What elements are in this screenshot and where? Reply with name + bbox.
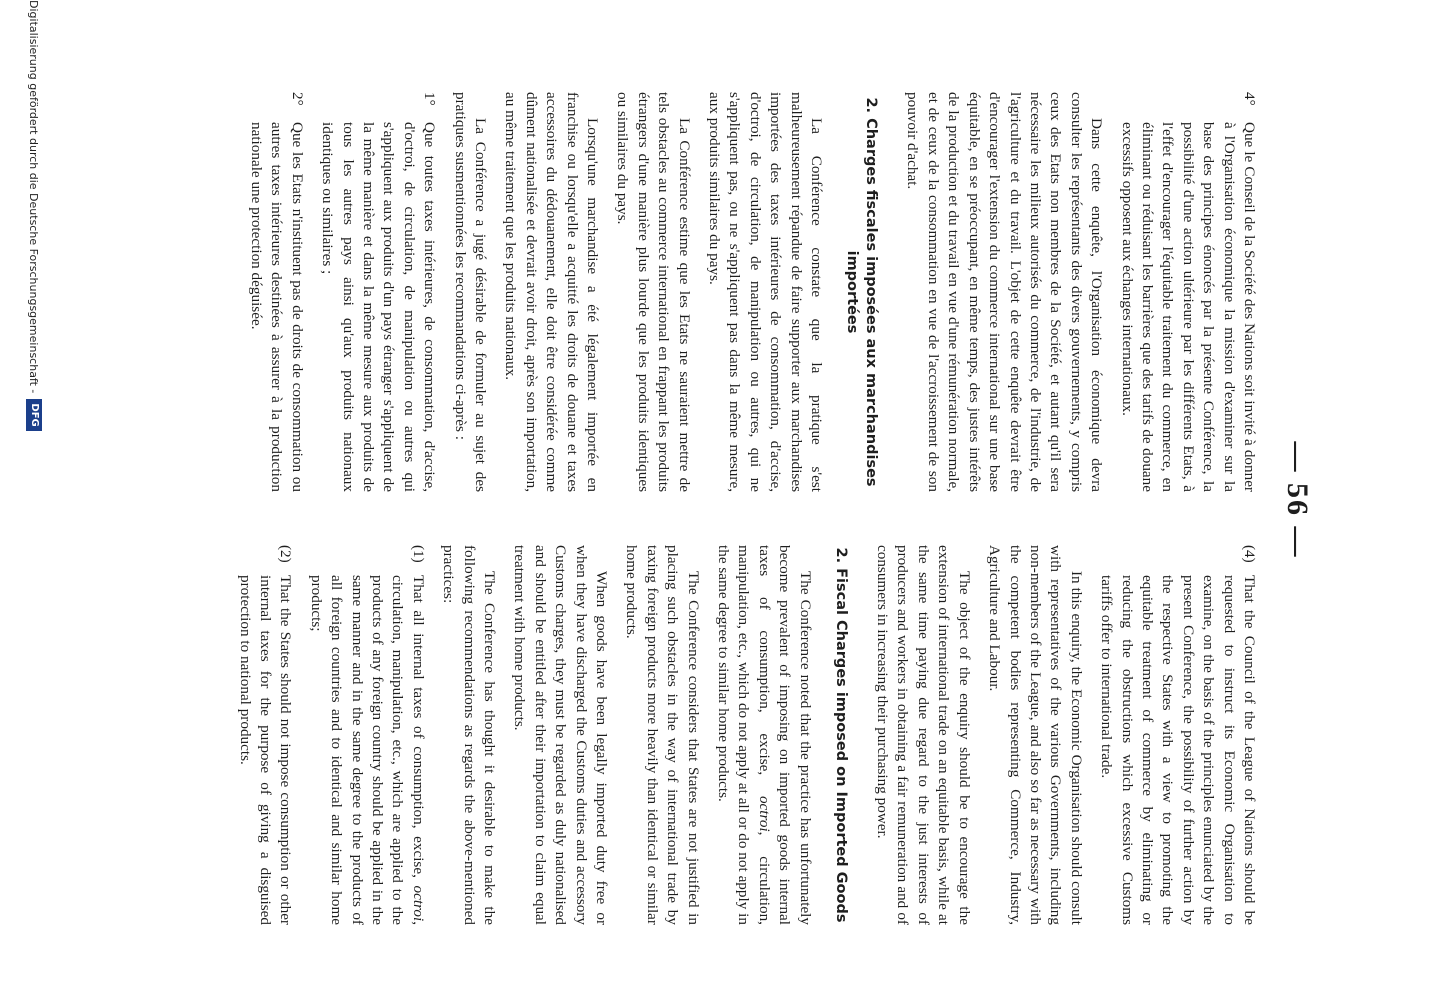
fr-paragraph-3: Lorsqu'une marchandise a été légalement importée en franchise ou lorsqu'elle a acquitté les droits de douane et taxes accessoires du dédouanement, elle doit être considérée comme dûment nationalisée et devrait avoir droit, après son importation, au même traitement que les produits nationaux.	[502, 92, 602, 492]
en-item-4	[1096, 545, 1259, 925]
en-item-4-text: That the Council of the League of Nations should be requested to instruct its Economic Organisation to examine, on the basis of the principles enunciated by the present Conference, the possibility of further action by the respective States with a view to promoting the equitable treatment of commerce by eliminating or reducing the obstructions which excessive Customs tariffs offer to international trade.	[1098, 575, 1258, 925]
fr-section-heading: 2. Charges fiscales imposées aux marchandises importées	[844, 97, 880, 487]
en-paragraph-enquiry: In this enquiry, the Economic Organisation should consult with representatives of the various Governments, including non-members of the League, and also so far as necessary with the competent bodies representing Commerce, Industry, Agriculture and Labour.	[986, 545, 1085, 925]
en-recommendation-2-text: That the States should not impose consumption or other internal taxes for the purpose of giving a disguised protection to national products.	[236, 575, 295, 925]
en-paragraph-3: When goods have been legally imported duty free or when they have discharged the Customs duties and accessory Customs charges, they must be regarded as duly nationalised and should be entitled after their importation to claim equal treatment with home products.	[511, 545, 611, 925]
en-paragraph-1-octroi: octroi	[755, 795, 773, 832]
en-recommendation-1-end: , circulation, manipulation, etc., which are applied to the products of any foreign country should be applied in the same manner and in the same degree to the products of all foreign countries and to identical and similar home products;	[307, 575, 427, 925]
en-recommendation-1	[305, 545, 427, 925]
fr-paragraph-1: La Conférence constate que la pratique s'est malheureusement répandue de faire supporter aux marchandises importées des taxes intérieures de consommation, d'accise, d'octroi, de circulation, de manipulation ou autres, qui ne s'appliquent pas, ou ne s'appliquent pas dans la même mesure, aux produits similaires du pays.	[706, 92, 826, 492]
en-paragraph-object: The object of the enquiry should be to encourage the extension of international trade on an equitable basis, while at the same time paying due regard to the just interests of producers and workers in obtaining a fair remuneration and of consumers in increasing their purchasing power.	[874, 545, 973, 925]
fr-recommendation-1	[317, 92, 439, 492]
en-recommendation-1-label: (1)	[409, 545, 427, 563]
english-column	[224, 545, 1259, 925]
fr-recommendation-2-text: Que les Etats n'instituent pas de droits de consommation ou autres taxes intérieures destinées à assurer à la production nationale une protection déguisée.	[247, 122, 306, 492]
fr-recommendation-2-label: 2°	[288, 92, 306, 106]
en-section-heading: 2. Fiscal Charges imposed on Imported Goods	[832, 547, 849, 923]
french-column	[236, 92, 1259, 492]
en-paragraph-4: The Conference has thought it desirable to make the following recommendations as regards the above-mentioned practices:	[440, 545, 498, 925]
en-item-4-label: (4)	[1241, 545, 1258, 563]
fr-recommendation-1-text: Que toutes taxes intérieures, de consommation, d'accise, d'octroi, de circulation, de manipulation ou autres qui s'appliquent aux produits d'un pays étranger s'appliquent de la même manière et dans la même mesure aux produits de tous les autres pays ainsi qu'aux produits nationaux identiques ou similaires ;	[319, 122, 439, 492]
en-paragraph-1-end: , circulation, manipulation, etc., which do not apply at all or do not apply in the same degree to similar home products.	[715, 545, 773, 925]
fr-recommendation-2	[246, 92, 307, 492]
fr-item-4-label: 4°	[1241, 92, 1258, 106]
fr-item-4	[1116, 92, 1259, 492]
en-recommendation-1-octroi: octroi	[409, 885, 427, 922]
page-number: — 56 —	[1281, 441, 1314, 559]
en-paragraph-1	[713, 545, 815, 925]
footer-credit: Digitalisierung gefördert durch die Deutsche Forschungsgemeinschaft -	[27, 0, 41, 394]
digitization-footer	[26, 0, 42, 1000]
fr-recommendation-1-label: 1°	[421, 92, 439, 106]
en-recommendation-1-start: That all internal taxes of consumption, excise,	[409, 575, 427, 886]
en-paragraph-2: The Conference considers that States are not justified in placing such obstacles in the way of international trade by taxing foreign products more heavily than identical or similar home products.	[623, 545, 702, 925]
dfg-logo: DFG	[26, 399, 42, 430]
en-recommendation-2	[234, 545, 295, 925]
en-paragraph-1-start: The Conference noted that the practice has unfortunately become prevalent of imposing on imported goods internal taxes of consumption, excise,	[755, 545, 814, 925]
fr-paragraph-4: La Conférence a jugé désirable de formuler au sujet des pratiques susmentionnées les recommandations ci-après :	[451, 92, 489, 492]
fr-item-4-text: Que le Conseil de la Société des Nations soit invité à donner à l'Organisation économique la mission d'examiner sur la base des principes énoncés par la présente Conférence, la possibilité d'une action ultérieure par les différents Etats, à l'effet d'encourager l'équitable traitement du commerce, en éliminant ou réduisant les barrières que des tarifs de douane excessifs opposent aux échanges internationaux.	[1118, 122, 1258, 492]
fr-paragraph-2: La Conférence estime que les Etats ne sauraient mettre de tels obstacles au commerce international en frappant les produits étrangers d'une manière plus lourde que les produits identiques ou similaires du pays.	[614, 92, 693, 492]
fr-paragraph-enquiry: Dans cette enquête, l'Organisation économique devra consulter les représentants des divers gouvernements, y compris ceux des Etats non membres de la Société, et autant qu'il sera nécessaire les milieux autorisés du commerce, de l'industrie, de l'agriculture et du travail. L'objet de cette enquête devrait être d'encourager l'extension du commerce international sur une base équitable, en se préoccupant, en même temps, des justes intérêts de la production et du travail en vue d'une rémunération normale, et de ceux de la consommation en vue de l'accroissement de son pouvoir d'achat.	[904, 92, 1106, 492]
en-recommendation-2-label: (2)	[277, 545, 295, 563]
